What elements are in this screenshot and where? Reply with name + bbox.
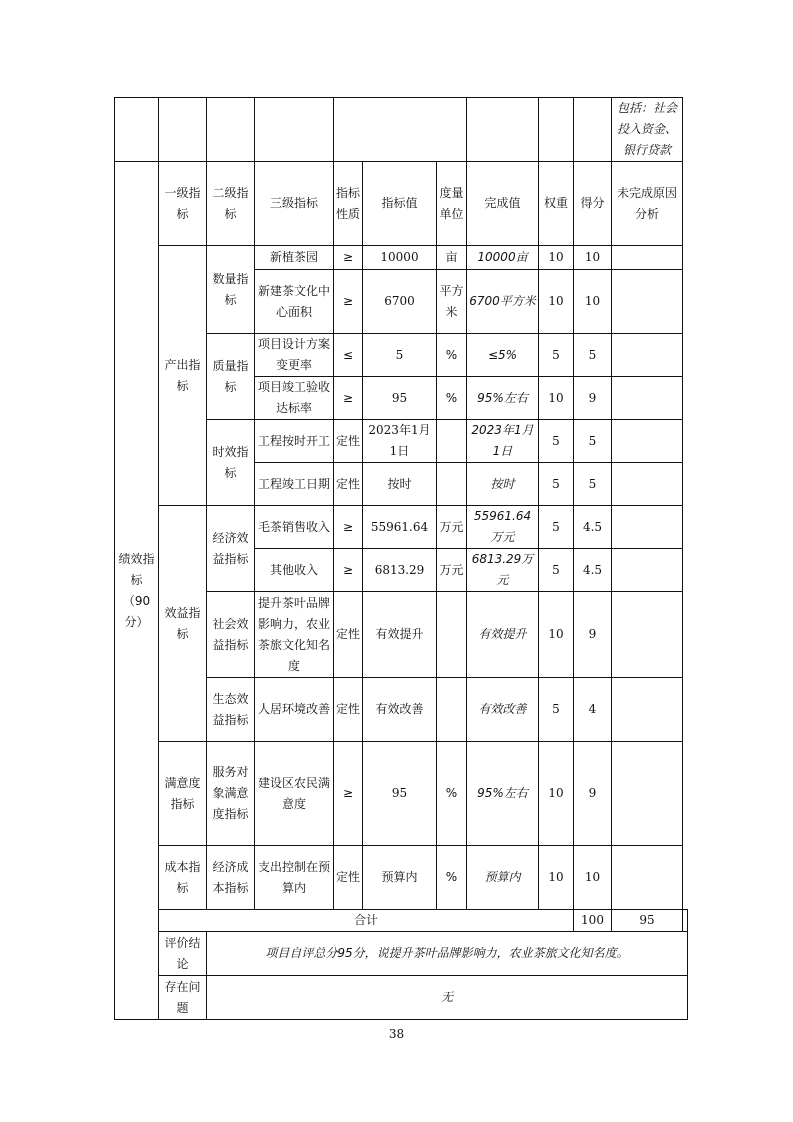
indicator-value: 10000 [363,246,437,270]
indicator-value: 按时 [363,463,437,506]
indicator-weight: 10 [539,377,574,420]
indicator-reason [612,506,683,549]
indicator-value: 95 [363,742,437,846]
header-level3: 三级指标 [255,162,334,246]
indicator-actual: 预算内 [467,846,539,910]
indicator-weight: 10 [539,592,574,678]
indicator-reason [612,246,683,270]
header-actual: 完成值 [467,162,539,246]
subgroup-quantity: 数量指标 [207,246,255,334]
indicator-reason [612,742,683,846]
indicator-weight: 5 [539,506,574,549]
indicator-unit [437,420,467,463]
indicator-unit: % [437,846,467,910]
indicator-score: 5 [574,420,612,463]
subgroup-service: 服务对象满意度指标 [207,742,255,846]
performance-table [114,97,688,1020]
indicator-name: 项目竣工验收达标率 [255,377,334,420]
indicator-nature: 定性 [334,678,363,742]
indicator-nature: ≥ [334,742,363,846]
continuation-row [115,98,688,162]
indicator-actual: 6813.29万元 [467,549,539,592]
indicator-reason [612,463,683,506]
issues-row [115,976,688,1020]
indicator-score: 9 [574,592,612,678]
total-score: 95 [612,910,683,932]
indicator-nature: 定性 [334,592,363,678]
blank-cell [115,98,159,162]
indicator-nature: 定性 [334,463,363,506]
indicator-reason [612,377,683,420]
blank-cell [574,98,612,162]
indicator-reason [612,270,683,334]
indicator-name: 工程竣工日期 [255,463,334,506]
indicator-unit: % [437,377,467,420]
indicator-name: 建设区农民满意度 [255,742,334,846]
indicator-name: 其他收入 [255,549,334,592]
indicator-actual: 10000亩 [467,246,539,270]
indicator-name: 新植茶园 [255,246,334,270]
indicator-name: 提升茶叶品牌影响力，农业茶旅文化知名度 [255,592,334,678]
indicator-unit [437,463,467,506]
blank-cell [255,98,334,162]
indicator-nature: ≥ [334,506,363,549]
indicator-unit [437,592,467,678]
indicator-name: 工程按时开工 [255,420,334,463]
indicator-reason [612,678,683,742]
header-value: 指标值 [363,162,437,246]
indicator-weight: 5 [539,463,574,506]
indicator-reason [612,549,683,592]
indicator-score: 4 [574,678,612,742]
indicator-actual: 95%左右 [467,377,539,420]
indicator-reason [612,334,683,377]
indicator-score: 9 [574,742,612,846]
indicator-score: 10 [574,270,612,334]
indicator-unit: 万元 [437,549,467,592]
group-output: 产出指标 [159,246,207,506]
funding-note: 包括：社会投入资金、银行贷款 [612,98,683,162]
indicator-actual: 6700平方米 [467,270,539,334]
indicator-actual: 有效改善 [467,678,539,742]
indicator-score: 4.5 [574,506,612,549]
table-row [115,506,688,549]
indicator-score: 5 [574,334,612,377]
blank-cell [467,98,539,162]
table-row [115,246,688,270]
indicator-weight: 5 [539,334,574,377]
total-reason [683,910,688,932]
total-label: 合计 [159,910,574,932]
indicator-actual: 有效提升 [467,592,539,678]
issues-label: 存在问题 [159,976,207,1020]
blank-cell [207,98,255,162]
indicator-reason [612,420,683,463]
indicator-weight: 5 [539,420,574,463]
indicator-actual: 2023年1月1日 [467,420,539,463]
conclusion-text: 项目自评总分95分，说提升茶叶品牌影响力，农业茶旅文化知名度。 [207,932,688,976]
indicator-reason [612,592,683,678]
indicator-value: 6813.29 [363,549,437,592]
page-number: 38 [388,1027,405,1041]
indicator-unit: 平方米 [437,270,467,334]
indicator-actual: 按时 [467,463,539,506]
blank-cell [539,98,574,162]
indicator-nature: 定性 [334,420,363,463]
indicator-reason [612,846,683,910]
indicator-unit: 亩 [437,246,467,270]
indicator-name: 支出控制在预算内 [255,846,334,910]
indicator-nature: ≥ [334,270,363,334]
indicator-weight: 10 [539,742,574,846]
header-row [115,162,688,246]
issues-text: 无 [207,976,688,1020]
table-row [115,742,688,846]
indicator-value: 95 [363,377,437,420]
indicator-name: 毛茶销售收入 [255,506,334,549]
indicator-actual: 55961.64万元 [467,506,539,549]
indicator-value: 55961.64 [363,506,437,549]
header-nature: 指标性质 [334,162,363,246]
group-satisfaction: 满意度指标 [159,742,207,846]
indicator-value: 6700 [363,270,437,334]
indicator-nature: ≥ [334,246,363,270]
indicator-unit [437,678,467,742]
indicator-value: 预算内 [363,846,437,910]
subgroup-economic: 经济效益指标 [207,506,255,592]
indicator-unit: % [437,334,467,377]
indicator-name: 新建茶文化中心面积 [255,270,334,334]
indicator-weight: 10 [539,846,574,910]
conclusion-label: 评价结论 [159,932,207,976]
indicator-score: 4.5 [574,549,612,592]
conclusion-row [115,932,688,976]
subgroup-ecological: 生态效益指标 [207,678,255,742]
indicator-weight: 5 [539,678,574,742]
indicator-actual: ≤5% [467,334,539,377]
group-cost: 成本指标 [159,846,207,910]
blank-cell [334,98,467,162]
header-weight: 权重 [539,162,574,246]
indicator-nature: ≤ [334,334,363,377]
subgroup-quality: 质量指标 [207,334,255,420]
indicator-weight: 10 [539,270,574,334]
indicator-value: 5 [363,334,437,377]
indicator-value: 有效改善 [363,678,437,742]
indicator-nature: ≥ [334,549,363,592]
indicator-name: 项目设计方案变更率 [255,334,334,377]
indicator-name: 人居环境改善 [255,678,334,742]
indicator-value: 2023年1月1日 [363,420,437,463]
subgroup-timeliness: 时效指标 [207,420,255,506]
indicator-nature: 定性 [334,846,363,910]
indicator-score: 10 [574,246,612,270]
total-row [115,910,688,932]
blank-cell [159,98,207,162]
indicator-unit: % [437,742,467,846]
header-score: 得分 [574,162,612,246]
total-weight: 100 [574,910,612,932]
indicator-score: 9 [574,377,612,420]
indicator-unit: 万元 [437,506,467,549]
header-level1: 一级指标 [159,162,207,246]
subgroup-econ-cost: 经济成本指标 [207,846,255,910]
indicator-score: 5 [574,463,612,506]
indicator-nature: ≥ [334,377,363,420]
group-benefit: 效益指标 [159,506,207,742]
perf-label: 绩效指标（90分） [115,162,159,1020]
indicator-score: 10 [574,846,612,910]
subgroup-social: 社会效益指标 [207,592,255,678]
indicator-actual: 95%左右 [467,742,539,846]
indicator-weight: 5 [539,549,574,592]
header-unit: 度量单位 [437,162,467,246]
table-row [115,846,688,910]
indicator-weight: 10 [539,246,574,270]
header-reason: 未完成原因分析 [612,162,683,246]
header-level2: 二级指标 [207,162,255,246]
indicator-value: 有效提升 [363,592,437,678]
